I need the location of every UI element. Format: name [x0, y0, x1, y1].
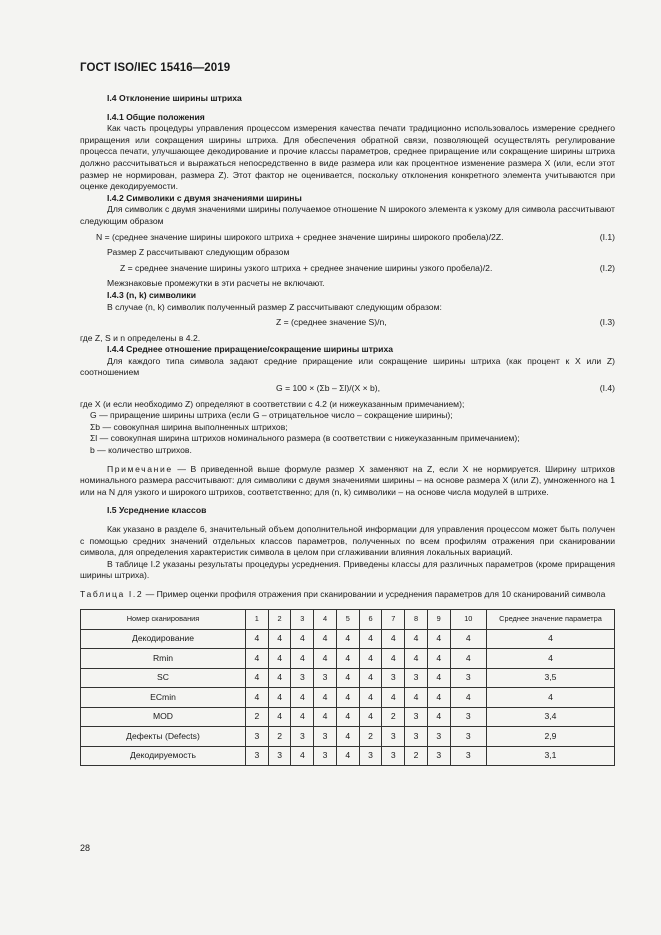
scan-grade-cell: 3 [382, 727, 405, 747]
scan-grade-cell: 4 [382, 629, 405, 649]
table-body [81, 629, 615, 766]
row-parameter-name: Декодируемость [81, 746, 246, 766]
paragraph-i5-2: В таблице I.2 указаны результаты процедуры усреднения. Приведены классы для различных параметров (кроме приращения ширины штриха). [80, 558, 615, 581]
table-row [81, 707, 615, 727]
table-row [81, 629, 615, 649]
scan-grade-cell: 4 [268, 707, 291, 727]
scan-grade-cell: 4 [427, 707, 450, 727]
formula-i4-text: G = 100 × (Σb – Σl)/(X × b), [276, 383, 381, 394]
scan-grade-cell: 3 [291, 727, 314, 747]
scan-grade-cell: 4 [336, 727, 359, 747]
formula-i3-number: (I.3) [599, 317, 615, 328]
scan-grade-cell: 4 [336, 688, 359, 708]
section-heading-i5: I.5 Усреднение классов [107, 505, 207, 516]
scan-grade-cell: 4 [359, 668, 382, 688]
scan-grade-cell: 4 [291, 629, 314, 649]
scan-grade-cell: 3 [450, 727, 486, 747]
scan-grade-cell: 2 [382, 707, 405, 727]
note-text: — В приведенной выше формуле размер X заменяют на Z, если X не нормируется. Ширину штрихов номинального размера рассчитывают: для символики с двумя значениями ширины – на основе размера X (или Z), умноженного на 1 или на N для узкого и широкого штрихов, соответственно; для (n, k) символики – на основе числа модулей в штрихе. [80, 463, 615, 497]
paragraph-i42-note: Межзнаковые промежутки в эти расчеты не включают. [107, 278, 325, 289]
paragraph-i43-where: где Z, S и n определены в 4.2. [80, 332, 201, 343]
row-average: 2,9 [487, 727, 615, 747]
scan-grade-cell: 4 [359, 629, 382, 649]
scan-grade-cell: 4 [314, 649, 337, 669]
paragraph-i5-1: Как указано в разделе 6, значительный объем дополнительной информации для управления процессом может быть получен с помощью средних значений отдельных классов параметров, полученных по всем профилям отражения при сканировании символа, для определения характеристик символа в целом при сглаживании влияния локальных вариаций. [80, 524, 615, 558]
formula-i4 [80, 383, 615, 395]
header-scan-7: 7 [382, 609, 405, 629]
table-header-row [81, 609, 615, 629]
averaging-table [80, 609, 615, 767]
note-paragraph [80, 464, 615, 499]
paragraph-i43-intro: В случае (n, k) символик полученный размер Z рассчитывают следующим образом: [107, 301, 442, 312]
paragraph-i42-intro: Для символик с двумя значениями ширины получаемое отношение N широкого элемента к узкому для символа рассчитывают следующим образом [80, 204, 615, 226]
formula-i2-text: Z = среднее значение ширины узкого штриха + среднее значение ширины узкого пробела)/2. [120, 262, 493, 273]
section-heading-i43: I.4.3 (n, k) символики [107, 289, 196, 300]
scan-grade-cell: 4 [336, 629, 359, 649]
section-heading-i42: I.4.2 Символики с двумя значениями ширины [107, 192, 302, 203]
table-caption [80, 589, 615, 601]
header-scan-8: 8 [405, 609, 428, 629]
scan-grade-cell: 3 [427, 727, 450, 747]
header-scan-6: 6 [359, 609, 382, 629]
definition-sigma-b: Σb — совокупная ширина выполненных штрихов; [90, 421, 288, 432]
row-parameter-name: ECmin [81, 688, 246, 708]
scan-grade-cell: 3 [314, 668, 337, 688]
row-average: 3,4 [487, 707, 615, 727]
scan-grade-cell: 3 [450, 707, 486, 727]
scan-grade-cell: 4 [268, 649, 291, 669]
row-parameter-name: Дефекты (Defects) [81, 727, 246, 747]
scan-grade-cell: 3 [246, 746, 269, 766]
row-average: 4 [487, 649, 615, 669]
scan-grade-cell: 4 [314, 707, 337, 727]
scan-grade-cell: 4 [427, 688, 450, 708]
definition-sigma-l: Σl — совокупная ширина штрихов номинального размера (в соответствии с нижеуказанным примечанием); [90, 433, 520, 444]
scan-grade-cell: 4 [382, 649, 405, 669]
scan-grade-cell: 2 [268, 727, 291, 747]
table-row [81, 649, 615, 669]
scan-grade-cell: 2 [246, 707, 269, 727]
table-caption-label: Таблица I.2 [80, 588, 144, 599]
header-scan-1: 1 [246, 609, 269, 629]
scan-grade-cell: 3 [291, 668, 314, 688]
scan-grade-cell: 3 [405, 707, 428, 727]
scan-grade-cell: 4 [405, 649, 428, 669]
scan-grade-cell: 3 [268, 746, 291, 766]
section-heading-i4: I.4 Отклонение ширины штриха [107, 93, 242, 103]
paragraph-i41: Как часть процедуры управления процессом измерения качества печати традиционно использовалось измерение среднего приращения или сокращения ширины штриха. Для обеспечения обратной связи, позволяющей осуществлять регулирование процесса печати, улучшающее декодирование и прочие классы параметров, среднее приращение или сокращение ширины штриха должно рассчитываться и выражаться непосредственно в виде размера или как процентное изменение размера X (или, если этот размер не нормирован, размера Z). Этот фактор не оценивается, поскольку отклонения конкретного элемента учитываются при оценке декодируемости. [80, 123, 615, 192]
scan-grade-cell: 4 [314, 688, 337, 708]
definition-b: b — количество штрихов. [90, 445, 192, 456]
table-row [81, 727, 615, 747]
document-header: ГОСТ ISO/IEC 15416—2019 [80, 62, 231, 74]
scan-grade-cell: 4 [246, 688, 269, 708]
scan-grade-cell: 4 [268, 668, 291, 688]
formula-i1-number: (I.1) [599, 231, 615, 242]
row-average: 3,5 [487, 668, 615, 688]
scan-grade-cell: 3 [382, 668, 405, 688]
scan-grade-cell: 4 [336, 668, 359, 688]
scan-grade-cell: 4 [427, 629, 450, 649]
scan-grade-cell: 4 [246, 629, 269, 649]
row-average: 3,1 [487, 746, 615, 766]
row-average: 4 [487, 688, 615, 708]
formula-i2-number: (I.2) [599, 262, 615, 273]
scan-grade-cell: 3 [450, 668, 486, 688]
table-row [81, 746, 615, 766]
scan-grade-cell: 4 [405, 629, 428, 649]
scan-grade-cell: 4 [268, 629, 291, 649]
table-row [81, 688, 615, 708]
page-number: 28 [80, 843, 91, 853]
scan-grade-cell: 4 [291, 707, 314, 727]
definition-g: G — приращение ширины штриха (если G – отрицательное число – сокращение ширины); [90, 410, 453, 421]
paragraph-z-intro: Размер Z рассчитывают следующим образом [107, 247, 290, 258]
section-heading-i41: I.4.1 Общие положения [107, 111, 205, 122]
paragraph-i44-intro: Для каждого типа символа задают средние приращение или сокращение ширины штриха (как процент к X или Z) соотношением [80, 355, 615, 378]
header-scan-3: 3 [291, 609, 314, 629]
header-scan-number: Номер сканирования [81, 609, 246, 629]
formula-definitions [80, 399, 615, 457]
row-parameter-name: Rmin [81, 649, 246, 669]
formula-i3 [80, 317, 615, 329]
scan-grade-cell: 3 [314, 727, 337, 747]
header-scan-4: 4 [314, 609, 337, 629]
scan-grade-cell: 4 [291, 649, 314, 669]
scan-grade-cell: 4 [359, 688, 382, 708]
document-body [80, 93, 615, 766]
scan-grade-cell: 4 [291, 688, 314, 708]
row-average: 4 [487, 629, 615, 649]
scan-grade-cell: 4 [336, 649, 359, 669]
scan-grade-cell: 4 [382, 688, 405, 708]
definition-where: где X (и если необходимо Z) определяют в соответствии с 4.2 (и нижеуказанным примечанием); [80, 398, 465, 409]
scan-grade-cell: 4 [246, 649, 269, 669]
formula-i3-text: Z = (среднее значение S)/n, [276, 317, 387, 328]
header-scan-9: 9 [427, 609, 450, 629]
scan-grade-cell: 3 [246, 727, 269, 747]
scan-grade-cell: 4 [450, 629, 486, 649]
scan-grade-cell: 4 [268, 688, 291, 708]
scan-grade-cell: 2 [405, 746, 428, 766]
scan-grade-cell: 4 [405, 688, 428, 708]
scan-grade-cell: 4 [359, 649, 382, 669]
scan-grade-cell: 4 [291, 746, 314, 766]
scan-grade-cell: 4 [427, 668, 450, 688]
header-scan-10: 10 [450, 609, 486, 629]
formula-i4-number: (I.4) [599, 383, 615, 394]
scan-grade-cell: 3 [359, 746, 382, 766]
header-scan-5: 5 [336, 609, 359, 629]
table-caption-text: — Пример оценки профиля отражения при сканировании и усреднения параметров для 10 сканирований символа [143, 588, 606, 599]
row-parameter-name: MOD [81, 707, 246, 727]
scan-grade-cell: 4 [359, 707, 382, 727]
scan-grade-cell: 3 [450, 746, 486, 766]
scan-grade-cell: 3 [405, 727, 428, 747]
formula-i2 [80, 263, 615, 275]
header-scan-2: 2 [268, 609, 291, 629]
scan-grade-cell: 3 [427, 746, 450, 766]
row-parameter-name: Декодирование [81, 629, 246, 649]
scan-grade-cell: 4 [336, 707, 359, 727]
scan-grade-cell: 4 [314, 629, 337, 649]
formula-i1-text: N = (среднее значение ширины широкого штриха + среднее значение ширины широкого пробела)/2Z. [96, 231, 504, 242]
scan-grade-cell: 3 [405, 668, 428, 688]
scan-grade-cell: 4 [246, 668, 269, 688]
scan-grade-cell: 3 [382, 746, 405, 766]
scan-grade-cell: 4 [450, 649, 486, 669]
formula-i1 [80, 232, 615, 244]
scan-grade-cell: 3 [314, 746, 337, 766]
scan-grade-cell: 4 [427, 649, 450, 669]
table-row [81, 668, 615, 688]
note-label: Примечание [107, 463, 173, 474]
section-heading-i44: I.4.4 Среднее отношение приращение/сокращение ширины штриха [107, 344, 394, 355]
row-parameter-name: SC [81, 668, 246, 688]
header-average: Среднее значение параметра [487, 609, 615, 629]
scan-grade-cell: 4 [336, 746, 359, 766]
scan-grade-cell: 2 [359, 727, 382, 747]
scan-grade-cell: 4 [450, 688, 486, 708]
